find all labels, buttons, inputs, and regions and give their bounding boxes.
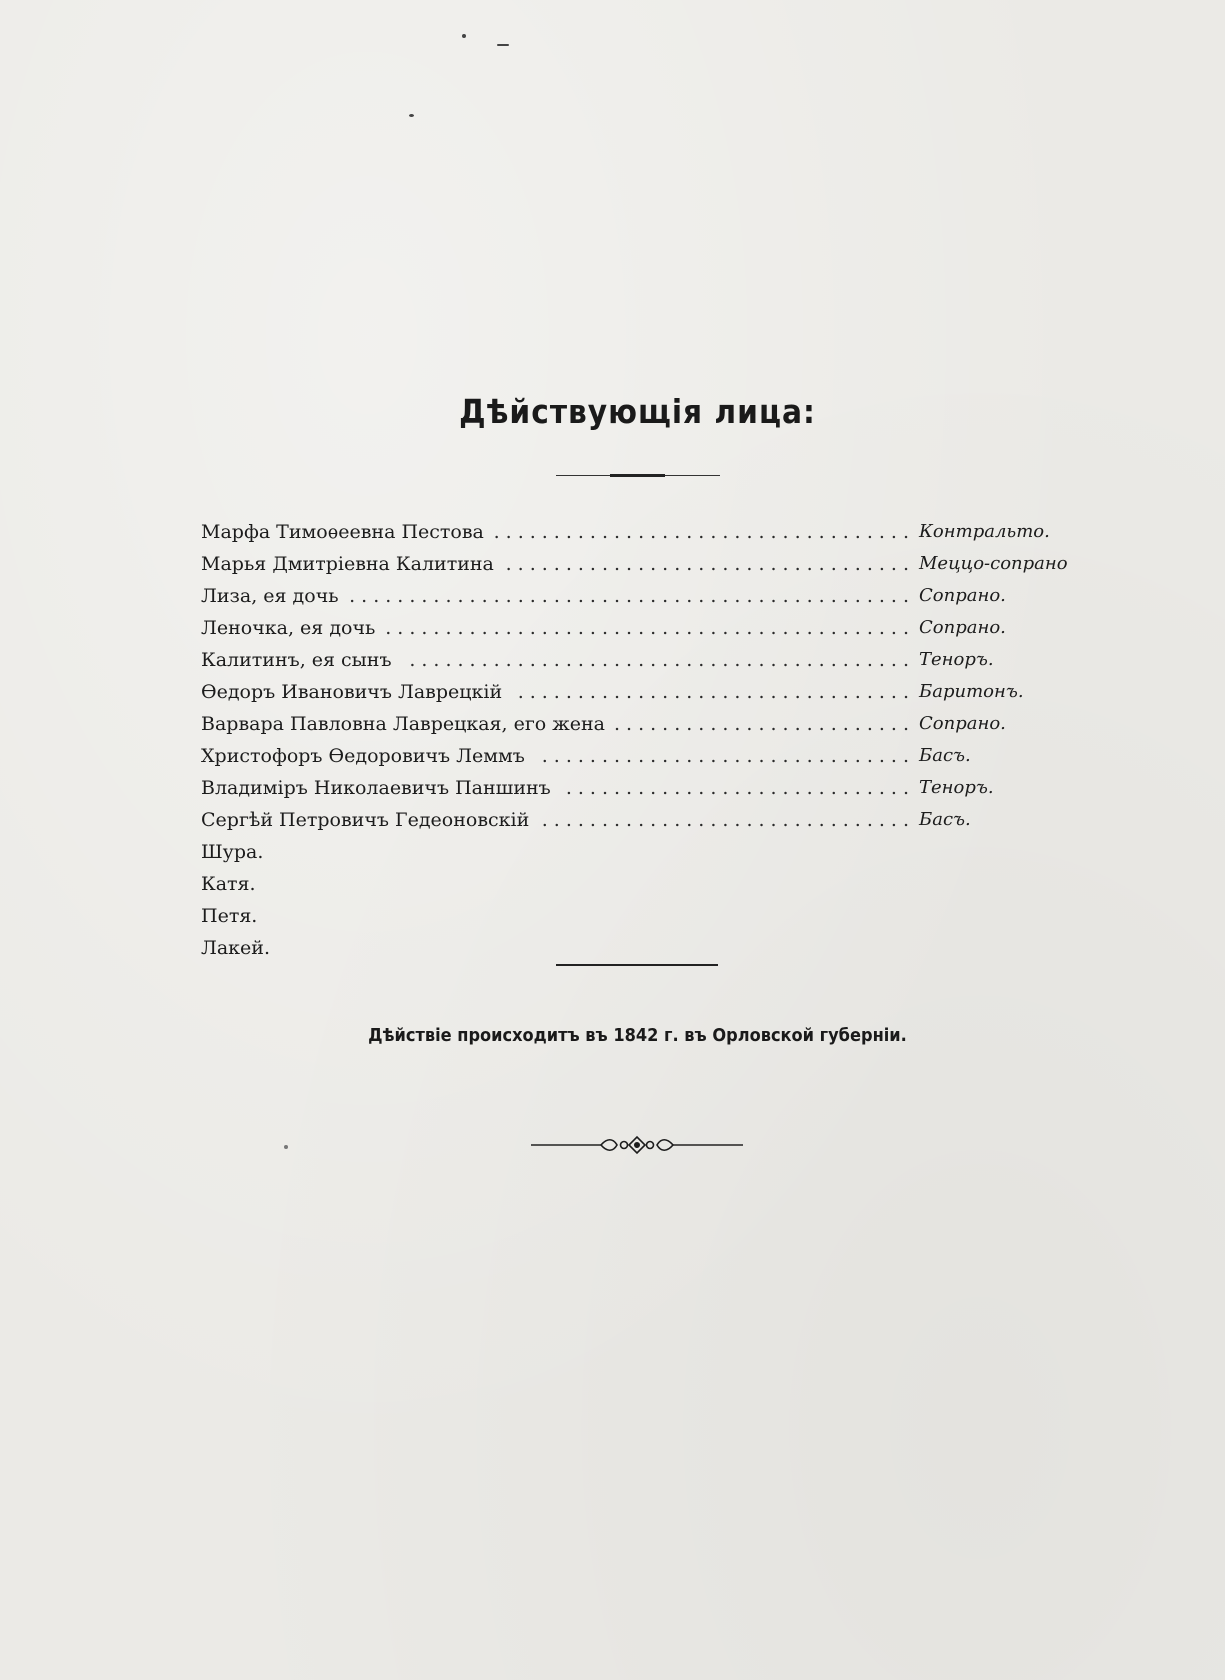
voice-type: Сопрано. bbox=[919, 713, 1006, 734]
role-name: Христофоръ Ѳедоровичъ Леммъ bbox=[201, 745, 525, 767]
cast-list bbox=[201, 516, 1081, 964]
role-name: Сергѣй Петровичъ Гедеоновскій bbox=[201, 809, 530, 831]
role-name: Петя. bbox=[201, 905, 258, 927]
cast-row bbox=[201, 612, 1081, 644]
cast-row bbox=[201, 516, 1081, 548]
role-name: Калитинъ, ея сынъ bbox=[201, 649, 392, 671]
cast-row bbox=[201, 932, 1081, 964]
voice-type: Сопрано. bbox=[919, 617, 1006, 638]
voice-type: Баритонъ. bbox=[919, 681, 1024, 702]
dot-leader: .......................................... bbox=[409, 649, 915, 671]
role-name: Ѳедоръ Ивановичъ Лаврецкій bbox=[201, 681, 503, 703]
cast-row bbox=[201, 772, 1081, 804]
voice-type: Теноръ. bbox=[919, 649, 994, 670]
dot-leader: ................................. bbox=[517, 681, 915, 703]
voice-type: Сопрано. bbox=[919, 585, 1006, 606]
role-name: Владиміръ Николаевичъ Паншинъ bbox=[201, 777, 551, 799]
role-name: Марья Дмитріевна Калитина bbox=[201, 553, 494, 575]
middle-divider bbox=[556, 964, 718, 966]
cast-row bbox=[201, 644, 1081, 676]
voice-type: Меццо-сопрано bbox=[919, 553, 1068, 574]
dot-leader: ............................... bbox=[541, 809, 915, 831]
cast-row bbox=[201, 676, 1081, 708]
cast-row bbox=[201, 836, 1081, 868]
ornament-divider-icon bbox=[531, 1132, 743, 1158]
role-name: Катя. bbox=[201, 873, 256, 895]
role-name: Шура. bbox=[201, 841, 264, 863]
dot-leader: ......................... bbox=[614, 713, 915, 735]
cast-row bbox=[201, 548, 1081, 580]
voice-type: Басъ. bbox=[919, 745, 971, 766]
role-name: Лакей. bbox=[201, 937, 271, 959]
ink-speck bbox=[497, 44, 509, 46]
voice-type: Басъ. bbox=[919, 809, 971, 830]
cast-row bbox=[201, 900, 1081, 932]
cast-row bbox=[201, 740, 1081, 772]
dot-leader: ................................... bbox=[493, 521, 915, 543]
dot-leader: ............................. bbox=[565, 777, 915, 799]
cast-row bbox=[201, 804, 1081, 836]
cast-row bbox=[201, 868, 1081, 900]
ink-speck bbox=[462, 34, 466, 38]
dot-leader: ............................................ bbox=[385, 617, 915, 639]
role-name: Варвара Павловна Лаврецкая, его жена bbox=[201, 713, 606, 735]
ink-speck bbox=[284, 1145, 288, 1149]
page-title: Дѣйствующія лица: bbox=[459, 392, 816, 431]
voice-type: Контральто. bbox=[919, 521, 1050, 542]
cast-row bbox=[201, 580, 1081, 612]
cast-row bbox=[201, 708, 1081, 740]
dot-leader: .................................. bbox=[505, 553, 915, 575]
role-name: Лиза, ея дочь bbox=[201, 585, 339, 607]
top-divider-center bbox=[610, 474, 665, 477]
dot-leader: ............................... bbox=[541, 745, 915, 767]
voice-type: Теноръ. bbox=[919, 777, 994, 798]
role-name: Марфа Тимоѳеевна Пестова bbox=[201, 521, 484, 543]
dot-leader: ............................................... bbox=[349, 585, 915, 607]
setting-note: Дѣйствіе происходитъ въ 1842 г. въ Орловской губерніи. bbox=[368, 1025, 907, 1046]
role-name: Леночка, ея дочь bbox=[201, 617, 376, 639]
ink-speck bbox=[409, 114, 414, 117]
